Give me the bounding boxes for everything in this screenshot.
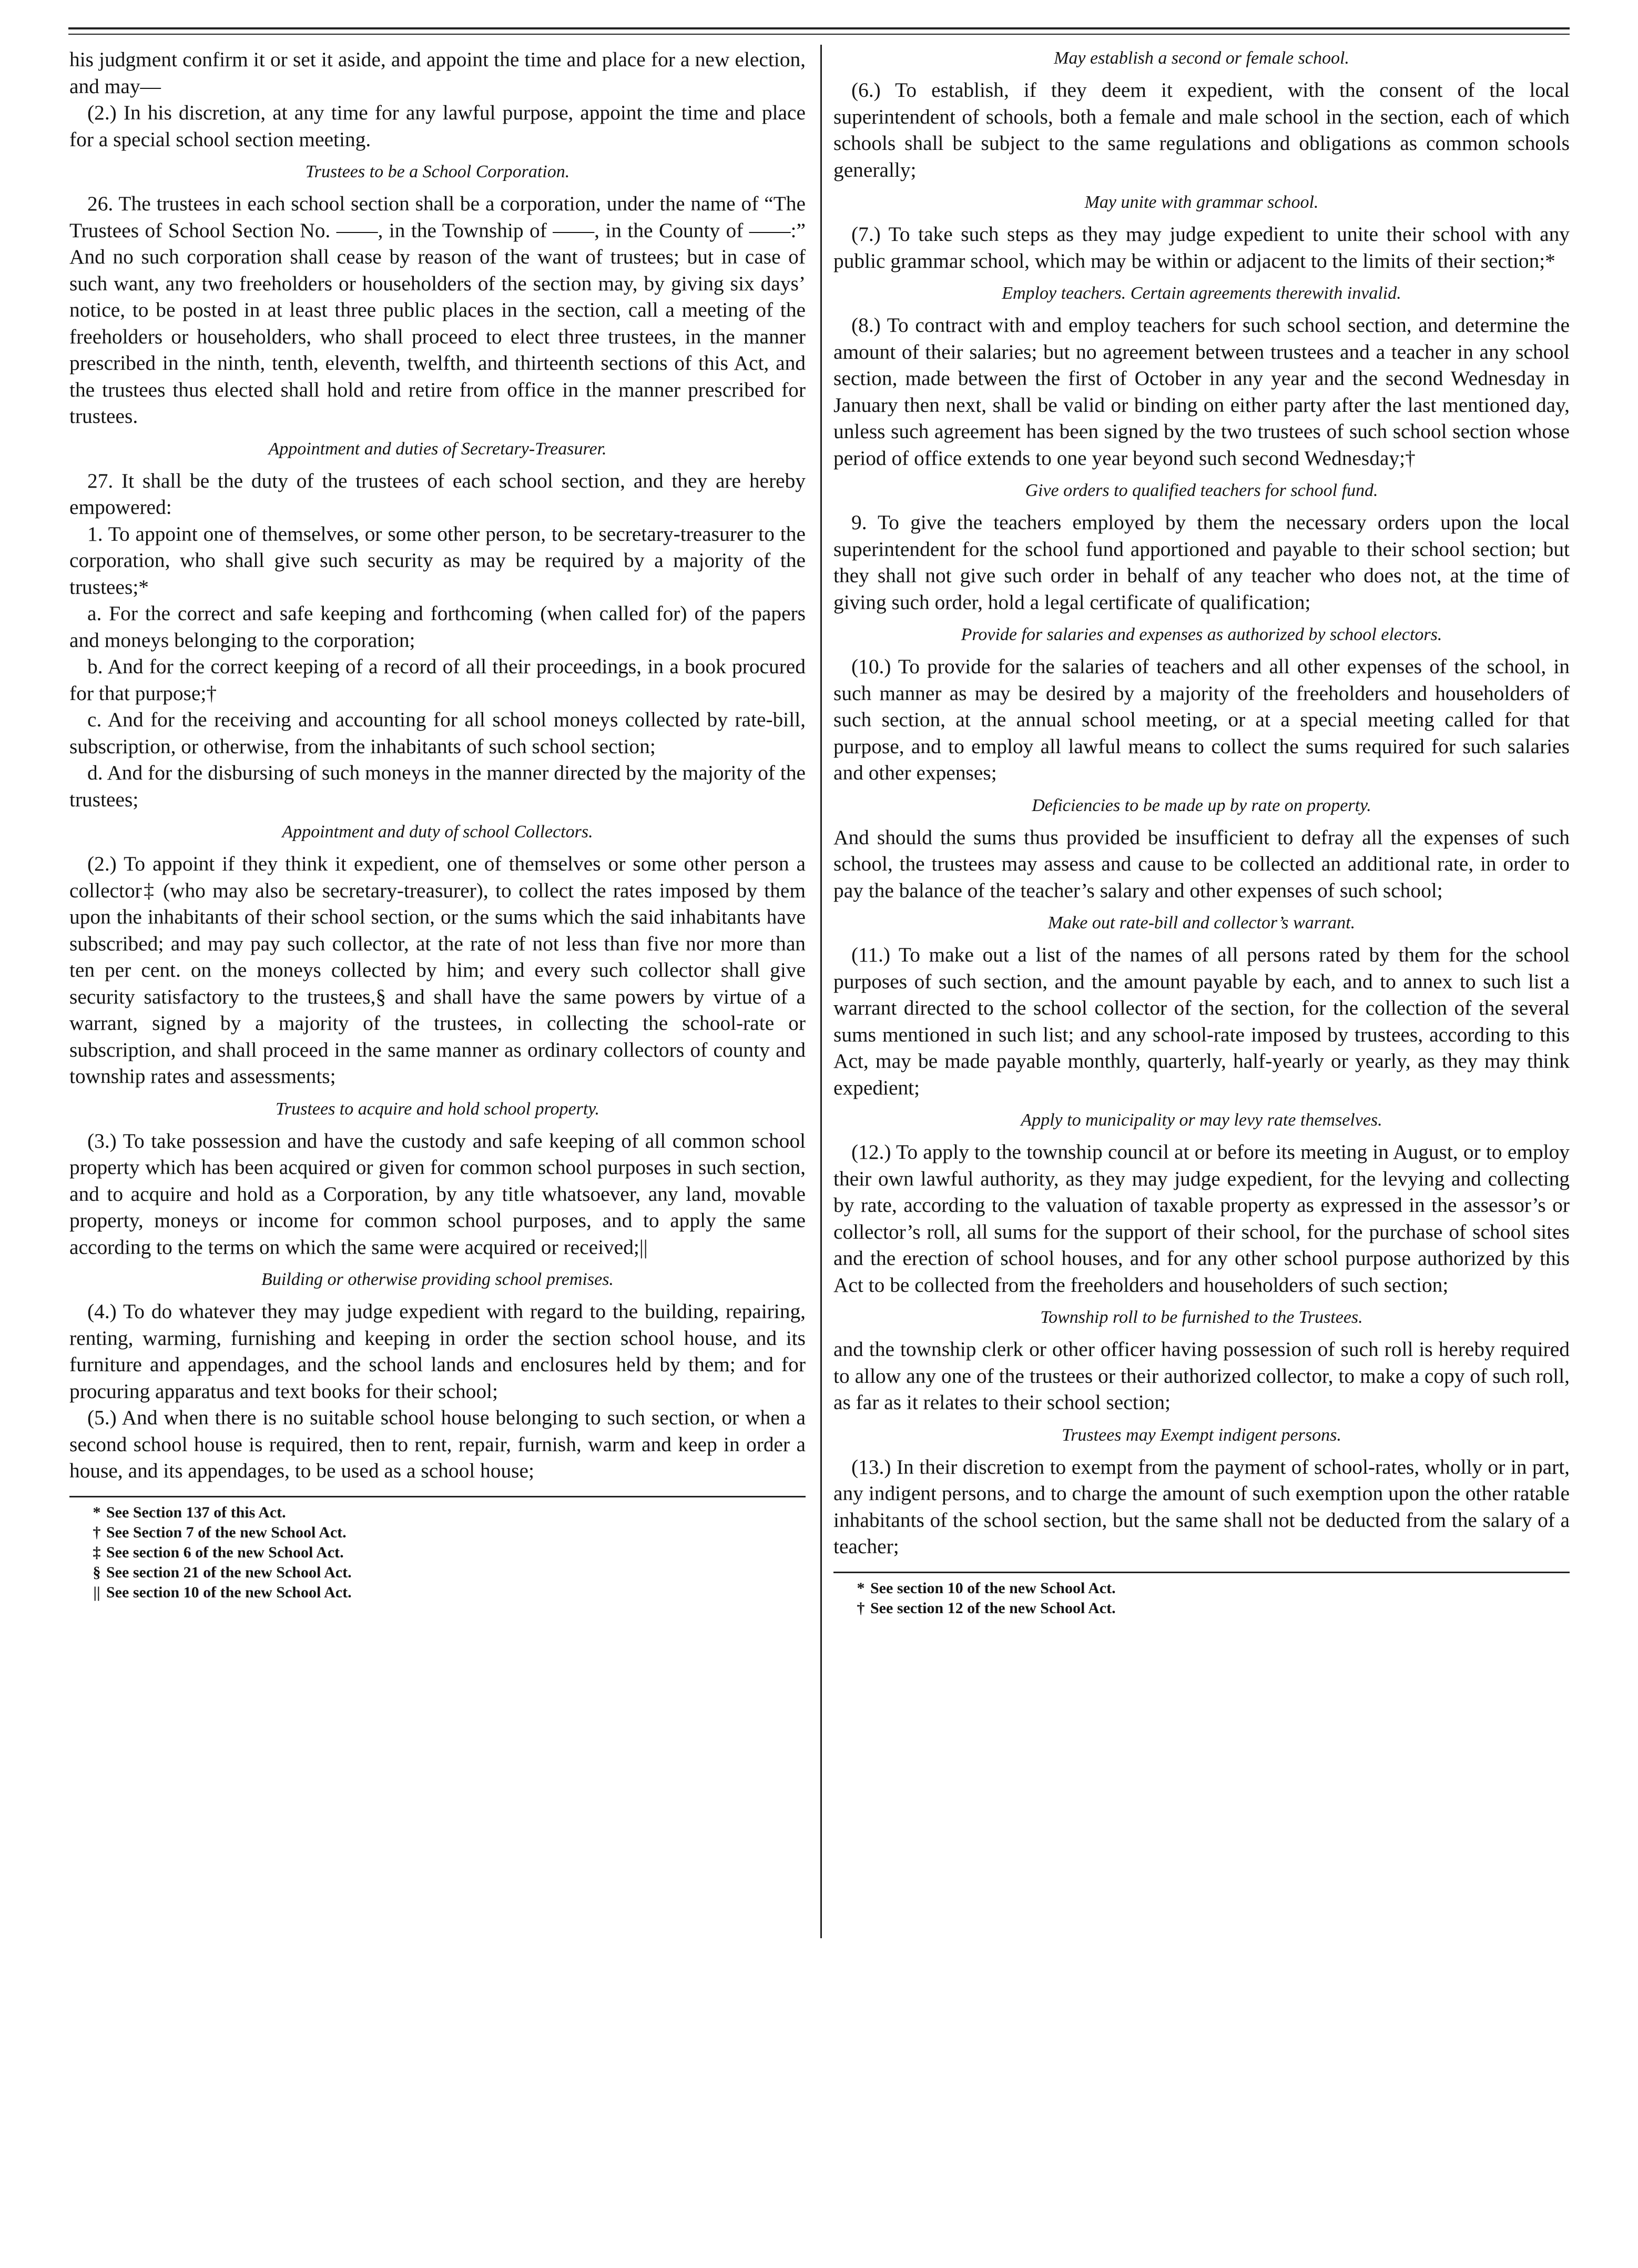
heading-rate-bill: Make out rate-bill and collector’s warrant. (1047, 913, 1356, 933)
clause-27-a: a. For the correct and safe keeping and forthcoming (when called for) of the papers and moneys belonging to the corporation; (69, 602, 806, 652)
intro-text: his judgment confirm it or set it aside, and appoint the time and place for a new election, and may— (69, 48, 806, 98)
footnote: * See section 10 of the new School Act. (857, 1579, 1116, 1597)
heading-municipality: Apply to municipality or may levy rate themselves. (1021, 1110, 1382, 1130)
clause-27-12-continued: and the township clerk or other officer having possession of such roll is hereby required to allow any one of the trustees or their authorized collector, to make a copy of such roll, as far as it relates to their school section; (833, 1338, 1570, 1414)
footnote-rule (69, 1496, 806, 1497)
footnote: || See section 10 of the new School Act. (93, 1583, 352, 1601)
heading-female-school: May establish a second or female school. (1054, 48, 1349, 68)
footnote: § See section 21 of the new School Act. (93, 1563, 352, 1581)
right-column (833, 46, 1570, 1618)
column-divider (820, 45, 822, 1938)
heading-school-premises: Building or otherwise providing school premises. (261, 1270, 614, 1289)
clause-27-10-continued: And should the sums thus provided be insufficient to defray all the expenses of such school, the trustees may assess and cause to be collected an additional rate, in order to pay the balance of the teacher’s salary and other expenses of such school; (833, 825, 1570, 902)
top-rule-thin (68, 34, 1570, 35)
heading-orders: Give orders to qualified teachers for school fund. (1025, 481, 1378, 500)
clause-27-5: (5.) And when there is no suitable school house belonging to such section, or when a second school house is required, then to rent, repair, furnish, warm and keep in order a house, and its appendages, to be used as a school house; (69, 1406, 806, 1482)
clause-27-b: b. And for the correct keeping of a record of all their proceedings, in a book procured for that purpose;† (69, 655, 806, 705)
heading-deficiencies: Deficiencies to be made up by rate on property. (1032, 795, 1371, 815)
heading-employ-teachers: Employ teachers. Certain agreements therewith invalid. (1002, 284, 1401, 303)
footnote: * See Section 137 of this Act. (93, 1503, 286, 1521)
clause-27-10: (10.) To provide for the salaries of teachers and all other expenses of the school, in such manner as may be desired by a majority of the freeholders and householders of such section, at the annual school meeting, or at a special meeting called for that purpose, and to employ all lawful means to collect the sums required for such salaries and other expenses; (833, 655, 1570, 784)
clause-27-2: (2.) To appoint if they think it expedient, one of themselves or some other person a collector‡ (who may also be secretary-treasurer), to collect the rates imposed by them upon the inhabitants of their school section, or the sums which the said inhabitants have subscribed; and may pay such collector, at the rate of not less than five nor more than ten per cent. on the moneys collected by him; and every such collector shall give security satisfactory to the trustees,§ and shall have the same powers by virtue of a warrant, signed by a majority of the trustees, in collecting the school-rate or subscription, and shall proceed in the same manner as ordinary collectors of county and township rates and assessments; (69, 852, 806, 1088)
top-rule (68, 27, 1570, 29)
left-column (69, 46, 806, 1603)
section-27: 27. It shall be the duty of the trustees of each school section, and they are hereby empowered: (69, 469, 806, 519)
clause-27-8: (8.) To contract with and employ teachers for such school section, and determine the amount of their salaries; but no agreement between trustees and a teacher in any school section, made between the first of October in any year and the second Wednesday in January then next, shall be valid or binding on either party after the last mentioned day, unless such agreement has been signed by the two trustees of such school section whose period of office extends to one year beyond such second Wednesday;† (833, 313, 1570, 470)
footnote: ‡ See section 6 of the new School Act. (93, 1543, 344, 1561)
footnote: † See Section 7 of the new School Act. (93, 1523, 347, 1541)
heading-salaries: Provide for salaries and expenses as authorized by school electors. (961, 625, 1442, 644)
heading-township-roll: Township roll to be furnished to the Trustees. (1040, 1308, 1363, 1327)
clause-27-11: (11.) To make out a list of the names of all persons rated by them for the school purposes of such section, and the amount payable by each, and to annex to such list a warrant directed to the school collector of the section, for the collection of the several sums mentioned in such list; and any school-rate imposed by trustees, according to this Act, may be made payable monthly, quarterly, half-yearly or yearly, as they may think expedient; (833, 943, 1570, 1099)
section-26: 26. The trustees in each school section shall be a corporation, under the name of “The Trustees of School Section No. ——, in the Township of ——, in the County of ——:” And no such corporation shall cease by reason of the want of trustees; but in case of such want, any two freeholders or householders of the section may, by giving six days’ notice, to be posted in at least three public places in the section, call a meeting of the freeholders or householders, who shall proceed to elect three trustees, in the manner prescribed in the ninth, tenth, eleventh, twelfth, and thirteenth sections of this Act, and the trustees thus elected shall hold and retire from office in the manner prescribed for trustees. (69, 192, 806, 428)
clause-27-d: d. And for the disbursing of such moneys in the manner directed by the majority of the trustees; (69, 761, 806, 811)
clause-27-3: (3.) To take possession and have the custody and safe keeping of all common school property which has been acquired or given for common school purposes in such section, and to acquire and hold as a Corporation, by any title whatsoever, any land, movable property, moneys or income for common school purposes, and to apply the same according to the terms on which the same were acquired or received;|| (69, 1129, 806, 1259)
heading-secretary-treasurer: Appointment and duties of Secretary-Treasurer. (268, 439, 607, 459)
clause-27-c: c. And for the receiving and accounting for all school moneys collected by rate-bill, subscription, or otherwise, from the inhabitants of such school section; (69, 708, 806, 758)
clause-27-7: (7.) To take such steps as they may judge expedient to unite their school with any public grammar school, which may be within or adjacent to the limits of their section;* (833, 222, 1570, 272)
footnote-rule (833, 1572, 1570, 1573)
clause-27-13: (13.) In their discretion to exempt from the payment of school-rates, wholly or in part, any indigent persons, and to charge the amount of such exemption upon the other ratable inhabitants of the school section, but the same shall not be deducted from the salary of a teacher; (833, 1455, 1570, 1558)
clause-27-9: 9. To give the teachers employed by them the necessary orders upon the local superintendent for the school fund apportioned and payable to their school section; but they shall not give such order in behalf of any teacher who does not, at the time of giving such order, hold a legal certificate of qualification; (833, 511, 1570, 614)
heading-grammar-school: May unite with grammar school. (1084, 193, 1319, 212)
heading-collectors: Appointment and duty of school Collectors. (282, 822, 593, 842)
clause-27-6: (6.) To establish, if they deem it expedient, with the consent of the local superintendent of schools, both a female and male school in the section, each of which schools shall be subject to the same regulations and obligations as common schools generally; (833, 78, 1570, 181)
clause-27-12: (12.) To apply to the township council at or before its meeting in August, or to employ their own lawful authority, as they may judge expedient, for the levying and collecting by rate, according to the valuation of taxable property as expressed in the assessor’s or collector’s roll, all sums for the support of their school, for the purchase of school sites and the erection of school houses, and for any other school purpose authorized by this Act to be collected from the freeholders and householders of such section; (833, 1140, 1570, 1297)
heading-exempt-indigent: Trustees may Exempt indigent persons. (1062, 1425, 1341, 1445)
footnote: † See section 12 of the new School Act. (857, 1599, 1116, 1617)
clause-2-special-meeting: (2.) In his discretion, at any time for any lawful purpose, appoint the time and place for a special school section meeting. (69, 101, 806, 151)
heading-corporation: Trustees to be a School Corporation. (305, 162, 570, 181)
heading-school-property: Trustees to acquire and hold school property. (275, 1099, 600, 1119)
clause-27-1: 1. To appoint one of themselves, or some other person, to be secretary-treasurer to the corporation, who shall give such security as may be required by a majority of the trustees;* (69, 522, 806, 599)
clause-27-4: (4.) To do whatever they may judge expedient with regard to the building, repairing, renting, warming, furnishing and keeping in order the section school house, and its furniture and appendages, and the school lands and enclosures held by them; and for procuring apparatus and text books for their school; (69, 1300, 806, 1403)
